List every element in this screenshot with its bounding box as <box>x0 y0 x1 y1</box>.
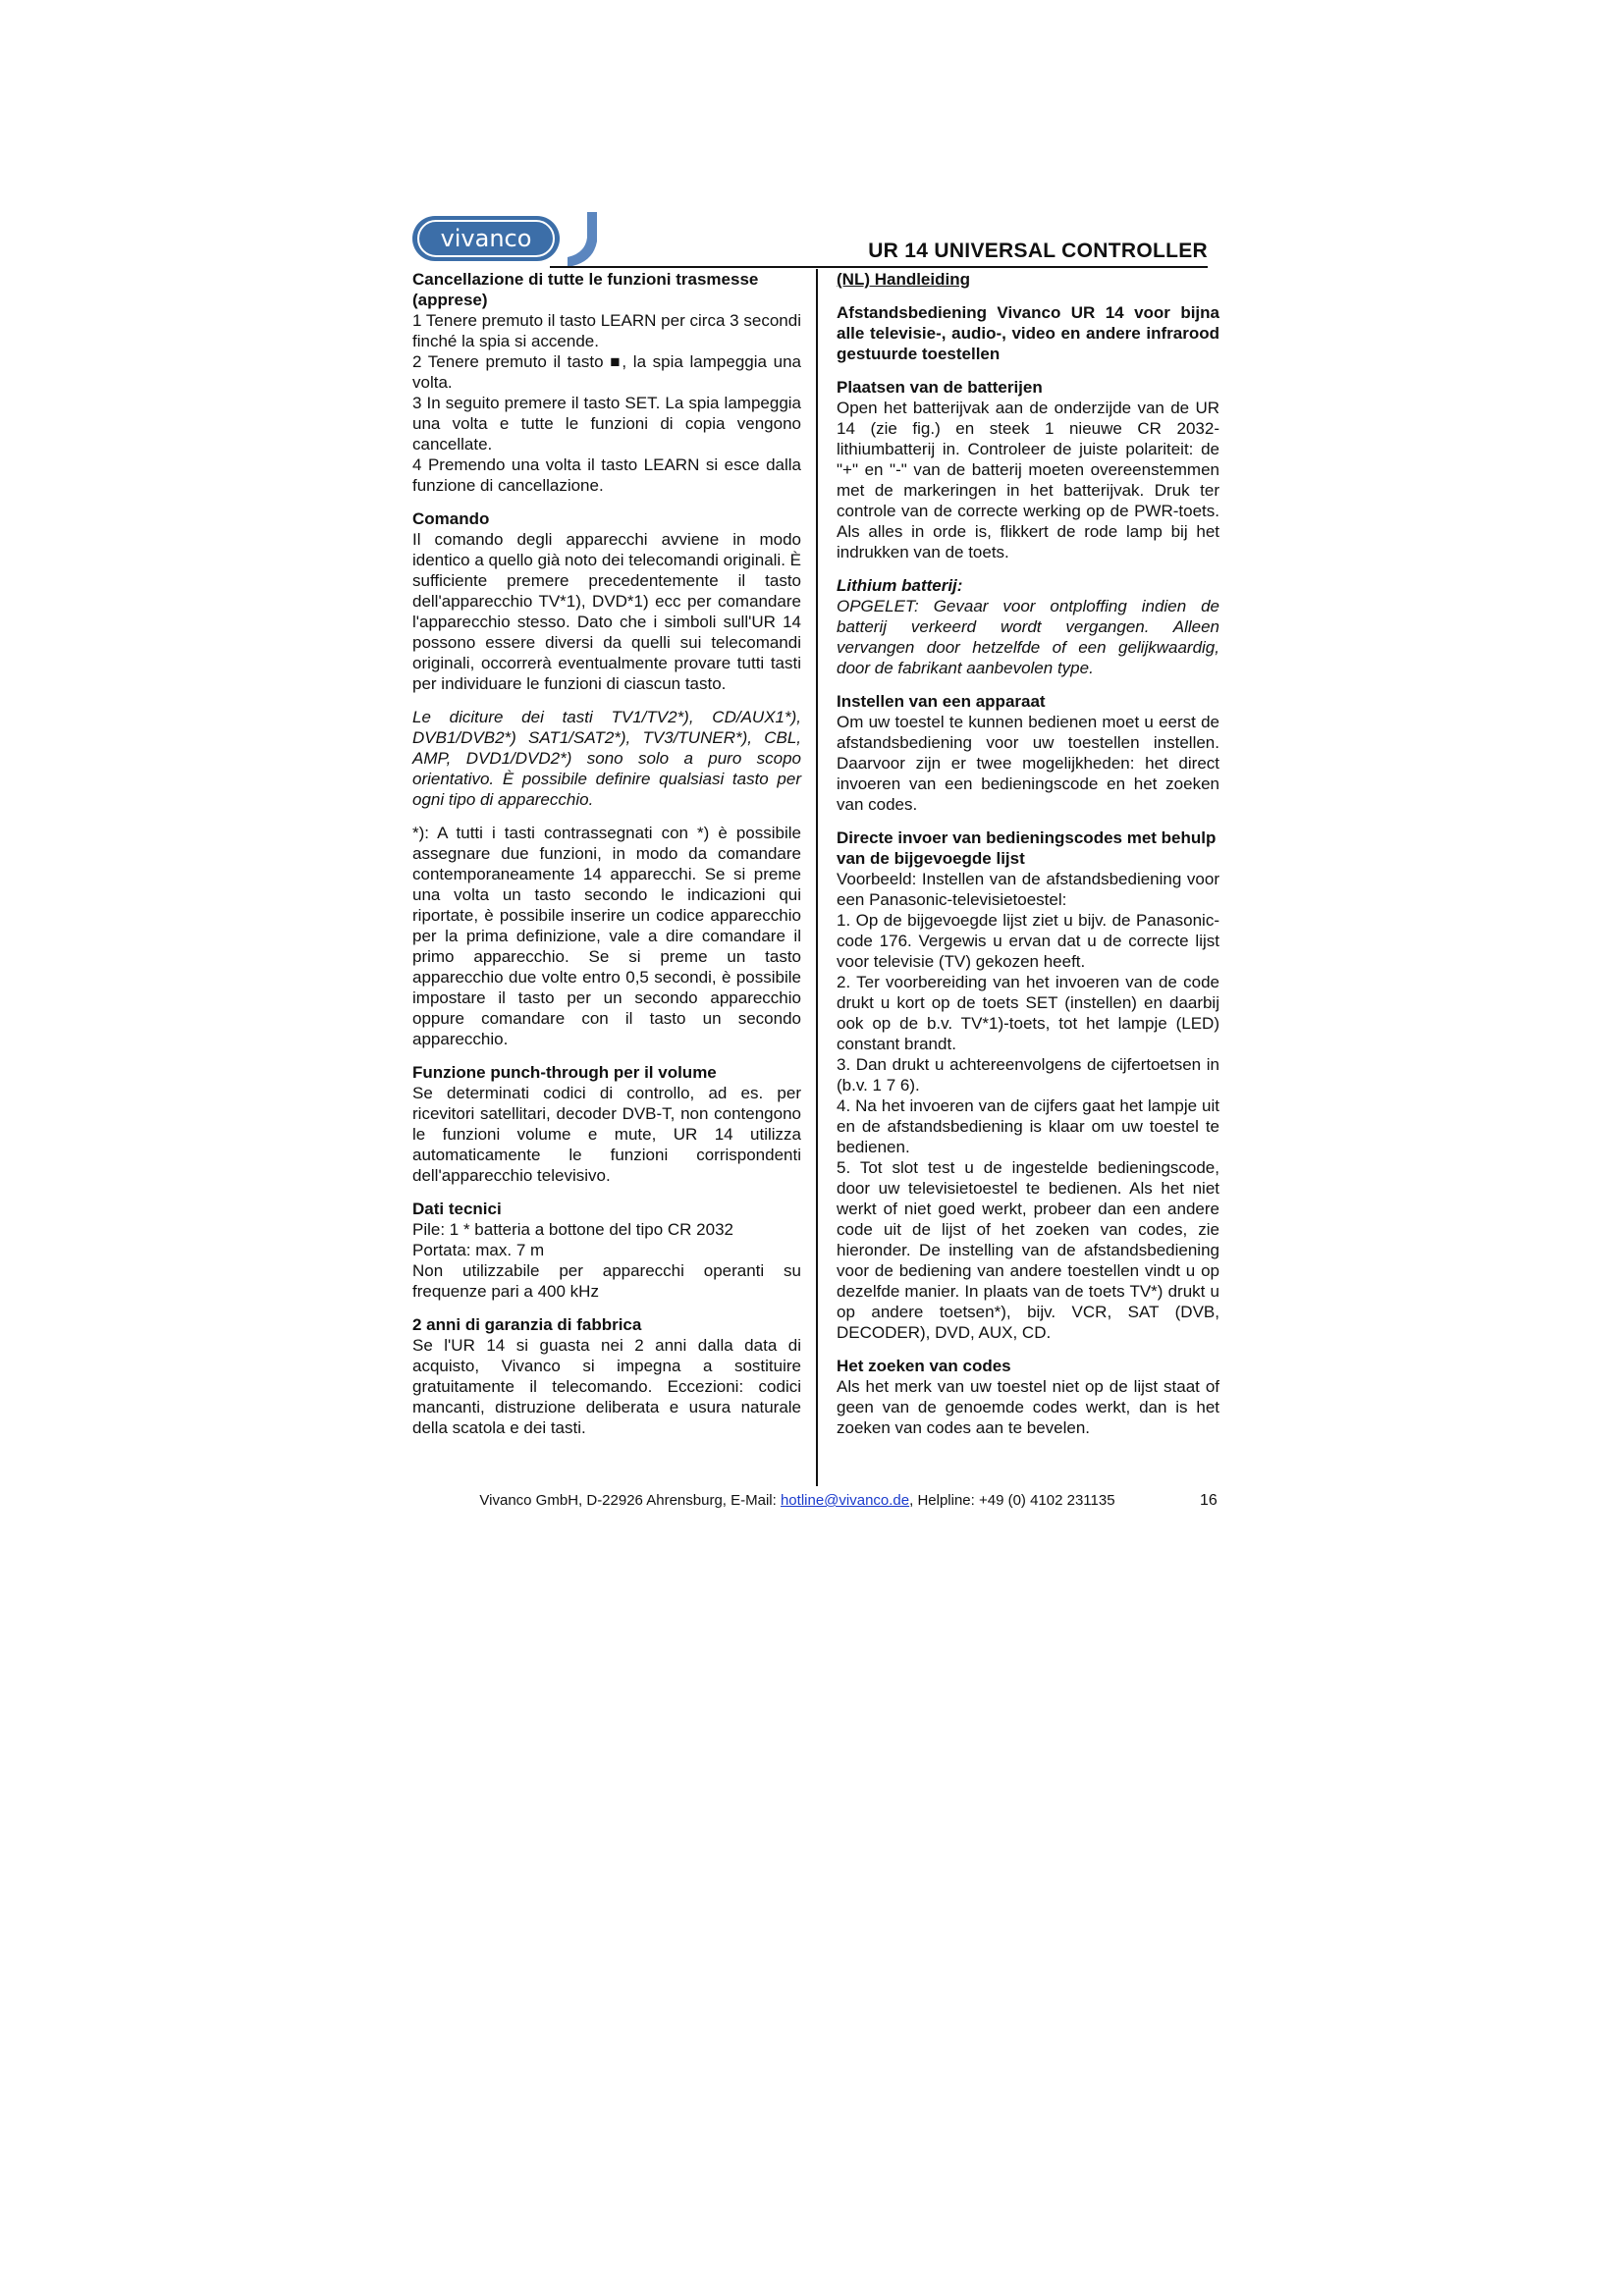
language-heading: (NL) Handleiding <box>837 270 970 289</box>
paragraph: OPGELET: Gevaar voor ontploffing indien de batterij verkeerd wordt vergangen. Alleen vervangen door hetzelfde of een gelijkwaardig, door de fabrikant aanbevolen type. <box>837 597 1219 677</box>
section-heading: Dati tecnici <box>412 1200 502 1218</box>
paragraph: Le diciture dei tasti TV1/TV2*), CD/AUX1*), DVB1/DVB2*) SAT1/SAT2*), TV3/TUNER*), CBL, AMP, DVD1/DVD2*) sono solo a puro scopo orientativo. È possibile definire qualsiasi tasto per ogni tipo di apparecchio. <box>412 708 801 809</box>
paragraph: 2. Ter voorbereiding van het invoeren van de code drukt u kort op de toets SET (instellen) en daarbij ook op de b.v. TV*1)-toets, tot het lampje (LED) constant brandt. <box>837 973 1219 1053</box>
paragraph: Voorbeeld: Instellen van de afstandsbediening voor een Panasonic-televisietoestel: <box>837 870 1219 909</box>
paragraph: 1. Op de bijgevoegde lijst ziet u bijv. de Panasonic-code 176. Vergewis u ervan dat u de correcte lijst voor televisie (TV) gekozen heeft. <box>837 911 1219 971</box>
left-column <box>412 269 801 1438</box>
paragraph: 4 Premendo una volta il tasto LEARN si esce dalla funzione di cancellazione. <box>412 455 801 495</box>
paragraph: 4. Na het invoeren van de cijfers gaat het lampje uit en de afstandsbediening is klaar om uw toestel te bedienen. <box>837 1096 1219 1156</box>
section-heading: Directe invoer van bedieningscodes met behulp van de bijgevoegde lijst <box>837 828 1217 868</box>
paragraph: 3. Dan drukt u achtereenvolgens de cijfertoetsen in (b.v. 1 7 6). <box>837 1055 1219 1095</box>
svg-text:vivanco: vivanco <box>440 225 532 252</box>
vivanco-logo <box>410 212 597 267</box>
section-heading: Cancellazione di tutte le funzioni trasmesse (apprese) <box>412 270 759 309</box>
page-footer <box>454 1492 1141 1509</box>
right-column <box>837 269 1219 1438</box>
paragraph: 1 Tenere premuto il tasto LEARN per circa 3 secondi finché la spia si accende. <box>412 311 801 350</box>
paragraph: 5. Tot slot test u de ingestelde bedieningscode, door uw televisietoestel te bedienen. Als het niet werkt of niet goed werkt, probeer dan een andere code uit de lijst of het zoeken van codes, zie hieronder. De instelling van de afstandsbediening voor de bediening van andere toestellen vindt u op dezelfde manier. In plaats van de toets TV*) drukt u op andere toetsen*), bijv. VCR, SAT (DVB, DECODER), DVD, AUX, CD. <box>837 1158 1219 1342</box>
document-title: UR 14 UNIVERSAL CONTROLLER <box>868 240 1208 262</box>
column-divider <box>816 269 818 1486</box>
title-rule <box>550 266 1208 268</box>
paragraph: 3 In seguito premere il tasto SET. La spia lampeggia una volta e tutte le funzioni di copia vengono cancellate. <box>412 394 801 454</box>
page-number: 16 <box>1200 1492 1218 1509</box>
footer-helpline: , Helpline: +49 (0) 4102 231135 <box>909 1492 1115 1509</box>
paragraph: Open het batterijvak aan de onderzijde van de UR 14 (zie fig.) en steek 1 nieuwe CR 2032-lithiumbatterij in. Controleer de juiste polariteit: de "+" en "-" van de batterij moeten overeenstemmen met de markeringen in het batterijvak. Druk ter controle van de correcte werking op de PWR-toets. Als alles in orde is, flikkert de rode lamp bij het indrukken van de toets. <box>837 399 1219 561</box>
section-heading: Comando <box>412 509 490 528</box>
paragraph: Als het merk van uw toestel niet op de lijst staat of geen van de genoemde codes werkt, dan is het zoeken van codes aan te bevelen. <box>837 1377 1219 1437</box>
section-heading: Plaatsen van de batterijen <box>837 378 1043 397</box>
paragraph: Pile: 1 * batteria a bottone del tipo CR 2032 <box>412 1220 733 1239</box>
section-heading: Lithium batterij: <box>837 576 963 595</box>
paragraph: Se determinati codici di controllo, ad es. per ricevitori satellitari, decoder DVB-T, non contengono le funzioni volume e mute, UR 14 utilizza automaticamente le funzioni corrispondenti dell'apparecchio televisivo. <box>412 1084 801 1185</box>
paragraph: Portata: max. 7 m <box>412 1241 545 1259</box>
paragraph: Om uw toestel te kunnen bedienen moet u eerst de afstandsbediening voor uw toestellen instellen. Daarvoor zijn er twee mogelijkheden: het direct invoeren van een bedieningscode en het zoeken van codes. <box>837 713 1219 814</box>
paragraph: Se l'UR 14 si guasta nei 2 anni dalla data di acquisto, Vivanco si impegna a sostituire gratuitamente il telecomando. Eccezioni: codici mancanti, distruzione deliberata e usura naturale della scatola e dei tasti. <box>412 1336 801 1437</box>
intro-heading: Afstandsbediening Vivanco UR 14 voor bijna alle televisie-, audio-, video en andere infrarood gestuurde toestellen <box>837 303 1219 363</box>
paragraph: 2 Tenere premuto il tasto ■, la spia lampeggia una volta. <box>412 352 801 392</box>
email-link[interactable]: hotline@vivanco.de <box>780 1492 910 1509</box>
section-heading: Funzione punch-through per il volume <box>412 1063 717 1082</box>
section-heading: Het zoeken van codes <box>837 1357 1011 1375</box>
paragraph: *): A tutti i tasti contrassegnati con *) è possibile assegnare due funzioni, in modo da comandare contemporaneamente 14 apparecchi. Se si preme una volta un tasto secondo le indicazioni qui riportate, è possibile inserire un codice apparecchio per la prima definizione, vale a dire comandare il primo apparecchio. Se si preme un tasto apparecchio due volte entro 0,5 secondi, è possibile impostare il tasto per un secondo apparecchio oppure comandare con il tasto un secondo apparecchio. <box>412 824 801 1048</box>
paragraph: Non utilizzabile per apparecchi operanti su frequenze pari a 400 kHz <box>412 1261 801 1301</box>
section-heading: Instellen van een apparaat <box>837 692 1046 711</box>
paragraph: Il comando degli apparecchi avviene in modo identico a quello già noto dei telecomandi originali. È sufficiente premere precedentemente il tasto dell'apparecchio TV*1), DVD*1) ecc per comandare l'apparecchio stesso. Dato che i simboli sull'UR 14 possono essere diversi da quelli sui telecomandi originali, occorrerà eventualmente provare tutti tasti per individuare le funzioni di ciascun tasto. <box>412 530 801 693</box>
section-heading: 2 anni di garanzia di fabbrica <box>412 1315 642 1334</box>
footer-text: Vivanco GmbH, D-22926 Ahrensburg, E-Mail: <box>479 1492 781 1509</box>
